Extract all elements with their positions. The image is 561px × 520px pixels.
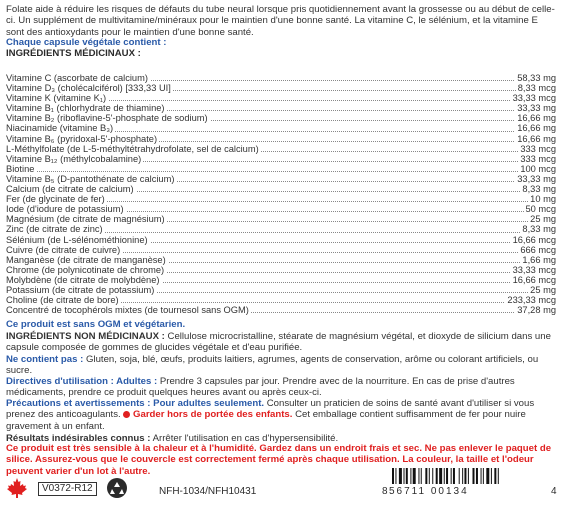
barcode-bar [491,468,492,484]
ingredient-name: Calcium (de citrate de calcium) [6,184,134,195]
ingredient-row [6,103,556,113]
ingredient-name: Vitamine B₂ (riboflavine-5'-phosphate de sodium) [6,113,208,124]
directions-heading: Directives d'utilisation : Adultes : [6,376,158,387]
ingredient-amount: 10 mg [530,194,556,205]
ingredient-row [6,224,556,234]
ingredient-amount: 16,66 mg [517,123,556,134]
ingredient-amount: 333 mcg [520,153,556,164]
precautions-heading: Précautions et avertissements : Pour adultes seulement. [6,398,265,409]
lot-code: V0372-R12 [38,482,97,496]
directions-section [6,376,556,399]
ingredient-name: Zinc (de citrate de zinc) [6,224,103,235]
free-of-heading: Ne contient pas : [6,354,84,365]
ingredient-name: Vitamine D₃ (cholécalciférol) [333,33 UI] [6,83,171,94]
ingredient-name: Iode (d'iodure de potassium) [6,204,124,215]
ingredient-name: Manganèse (de citrate de manganèse) [6,254,166,265]
ingredient-name: Vitamine K (vitamine K₁) [6,93,107,104]
ingredient-name: Vitamine B₆ (pyridoxal-5'-phosphate) [6,133,158,144]
barcode-bar [439,468,442,484]
per-capsule-heading: Chaque capsule végétale contient : [6,37,167,48]
leader-dots [6,171,556,172]
ingredient-amount: 16,66 mcg [512,274,556,285]
barcode-bar [468,468,469,484]
ingredient-name: Niacinamide (vitamine B₃) [6,123,114,134]
barcode-number: 56711 00134 [389,486,469,497]
storage-warning: Ce produit est très sensible à la chaleur et à l'humidité. Gardez dans un endroit frais et sec. Ne pas enlever le paquet de silice. Assurez-vous que le couvercle est correctement fermé après chaque utilisation. La couleur, la taille et l'odeur peuvent varier d'un lot à l'autre. [6,443,552,477]
ingredient-row [6,83,556,93]
ingredient-amount: 50 mcg [525,204,556,215]
barcode-bar [436,468,438,484]
ingredient-amount: 33,33 mg [517,173,556,184]
ingredient-row [6,73,556,83]
barcode-bar [399,468,402,484]
ingredient-row [6,144,556,154]
ingredient-name: L-Méthylfolate (de L-5-méthyltétrahydrofolate, sel de calcium) [6,143,259,154]
ingredient-row [6,245,556,255]
adverse-heading: Résultats indésirables connus : [6,433,151,444]
ingredient-amount: 33,33 mcg [512,264,556,275]
barcode-bar [459,468,460,484]
nonmedicinal-section [6,331,556,354]
barcode-bar [453,468,455,484]
ingredient-name: Vitamine B₁₂ (méthylcobalamine) [6,153,142,164]
barcode-last-digit: 4 [551,486,557,497]
ingredient-amount: 16,66 mg [517,133,556,144]
precautions-section [6,398,556,432]
nonmed-heading: INGRÉDIENTS NON MÉDICINAUX : [6,331,165,342]
barcode-bar [451,468,452,484]
barcode-bar [392,468,394,484]
ingredient-row [6,275,556,285]
ingredient-row [6,174,556,184]
ingredient-name: Potassium (de citrate de potassium) [6,284,155,295]
ingredient-row [6,295,556,305]
ingredient-name: Biotine [6,163,35,174]
ingredient-amount: 1,66 mg [522,254,556,265]
ingredient-amount: 37,28 mg [517,305,556,316]
ingredient-amount: 25 mg [530,214,556,225]
barcode-bar [486,468,489,484]
ingredient-name: Vitamine B₁ (chlorhydrate de thiamine) [6,103,165,114]
ingredient-row [6,214,556,224]
ingredient-amount: 333 mcg [520,143,556,154]
barcode-bar [444,468,445,484]
ingredient-name: Fer (de glycinate de fer) [6,194,105,205]
ingredient-row [6,123,556,133]
barcode-bar [410,468,411,484]
barcode-bar [483,468,484,484]
barcode-bar [404,468,405,484]
ingredient-name: Sélénium (de L-sélénométhionine) [6,234,148,245]
keep-away-text: Garder hors de portée des enfants. [133,409,293,421]
ingredient-row [6,235,556,245]
barcode-bar [413,468,416,484]
ingredient-amount: 58,33 mg [517,73,556,83]
barcode-bar [425,468,427,484]
barcode-bar [395,468,396,484]
ingredient-name: Chrome (de polynicotinate de chrome) [6,264,165,275]
ingredient-name: Molybdène (de citrate de molybdène) [6,274,160,285]
ingredient-row [6,164,556,174]
ingredient-row [6,154,556,164]
ingredient-name: Magnésium (de citrate de magnésium) [6,214,165,225]
barcode-bar [418,468,419,484]
barcode [392,468,548,484]
barcode-bar [462,468,463,484]
ingredient-row [6,113,556,123]
ingredient-amount: 8,33 mg [522,184,556,195]
barcode-bar [473,468,475,484]
warning-dot-icon [123,411,130,418]
ingredient-amount: 33,33 mcg [512,93,556,104]
ingredient-name: Cuivre (de citrate de cuivre) [6,244,121,255]
ingredient-amount: 16,66 mcg [512,234,556,245]
ingredient-amount: 8,33 mcg [517,83,556,94]
npn-number: NFH-1034/NFH10431 [159,486,257,497]
label-footer [0,468,561,520]
barcode-bar [464,468,466,484]
ingredient-amount: 33,33 mg [517,103,556,114]
barcode-bar [494,468,496,484]
ingredient-name: Vitamine C (ascorbate de calcium) [6,73,148,83]
ingredient-amount: 100 mcg [520,163,556,174]
ingredient-amount: 16,66 mg [517,113,556,124]
barcode-bar [429,468,430,484]
ingredient-row [6,265,556,275]
ingredient-row [6,204,556,214]
maple-leaf-icon [6,477,28,499]
ingredient-amount: 8,33 mg [522,224,556,235]
barcode-bar [446,468,448,484]
ingredient-list [6,73,556,315]
barcode-bar [476,468,478,484]
barcode-first-digit: 8 [382,486,388,497]
adverse-text: Arrêter l'utilisation en cas d'hypersensibilité. [152,433,339,444]
ingredient-amount: 666 mcg [520,244,556,255]
barcode-bar [498,468,499,484]
free-of-text: Gluten, soja, blé, œufs, produits laitiers, agrumes, agents de conservation, arôme ou colorant artificiels, ou sucre. [6,354,539,377]
ingredient-name: Choline (de citrate de bore) [6,295,119,306]
ingredient-row [6,285,556,295]
recycle-icon [106,477,128,499]
free-of-section [6,354,556,377]
directions-text: Prendre 3 capsules par jour. Prendre avec de la nourriture. En cas de prise d'autres médicaments, prendre ce produit quelques heures avant ou après ceux-ci. [6,376,515,399]
ingredient-row [6,184,556,194]
ingredient-amount: 25 mg [530,284,556,295]
precautions-text-2: Cet emballage contient suffisamment de fer pour nuire gravement à un enfant. [6,409,526,432]
ingredient-amount: 233,33 mcg [507,295,556,306]
ingredient-row [6,93,556,103]
ingredient-row [6,134,556,144]
ingredient-name: Concentré de tocophérols mixtes (de tournesol sans OGM) [6,305,249,316]
intro-paragraph: Folate aide à réduire les risques de défauts du tube neural lorsque pris quotidiennement avant la grossesse ou au début de celle-ci. Un supplément de multivitamine/minéraux pour le maintien d'une bonne santé. La vitamine C, le sélénium, et la vitamine E sont des antioxydants pour le maintien d'une bonne santé. [6,4,555,38]
barcode-bar [406,468,408,484]
ingredient-row [6,305,556,315]
ogm-note: Ce produit est sans OGM et végétarien. [6,319,186,330]
ingredient-name: Vitamine B₅ (D-pantothénate de calcium) [6,173,175,184]
medicinal-heading: INGRÉDIENTS MÉDICINAUX : [6,48,141,59]
nonmed-text: Cellulose microcristalline, stéarate de magnésium végétal, et dioxyde de silicium dans une capsule composée de gommes de glucides végétale et d'eau purifiée. [6,331,551,354]
barcode-bar [432,468,433,484]
precautions-text: Consulter un praticien de soins de santé avant d'utiliser si vous prenez des anticoagulants. [6,398,535,421]
barcode-bar [481,468,482,484]
barcode-bar [421,468,422,484]
ingredient-row [6,194,556,204]
ingredient-row [6,255,556,265]
